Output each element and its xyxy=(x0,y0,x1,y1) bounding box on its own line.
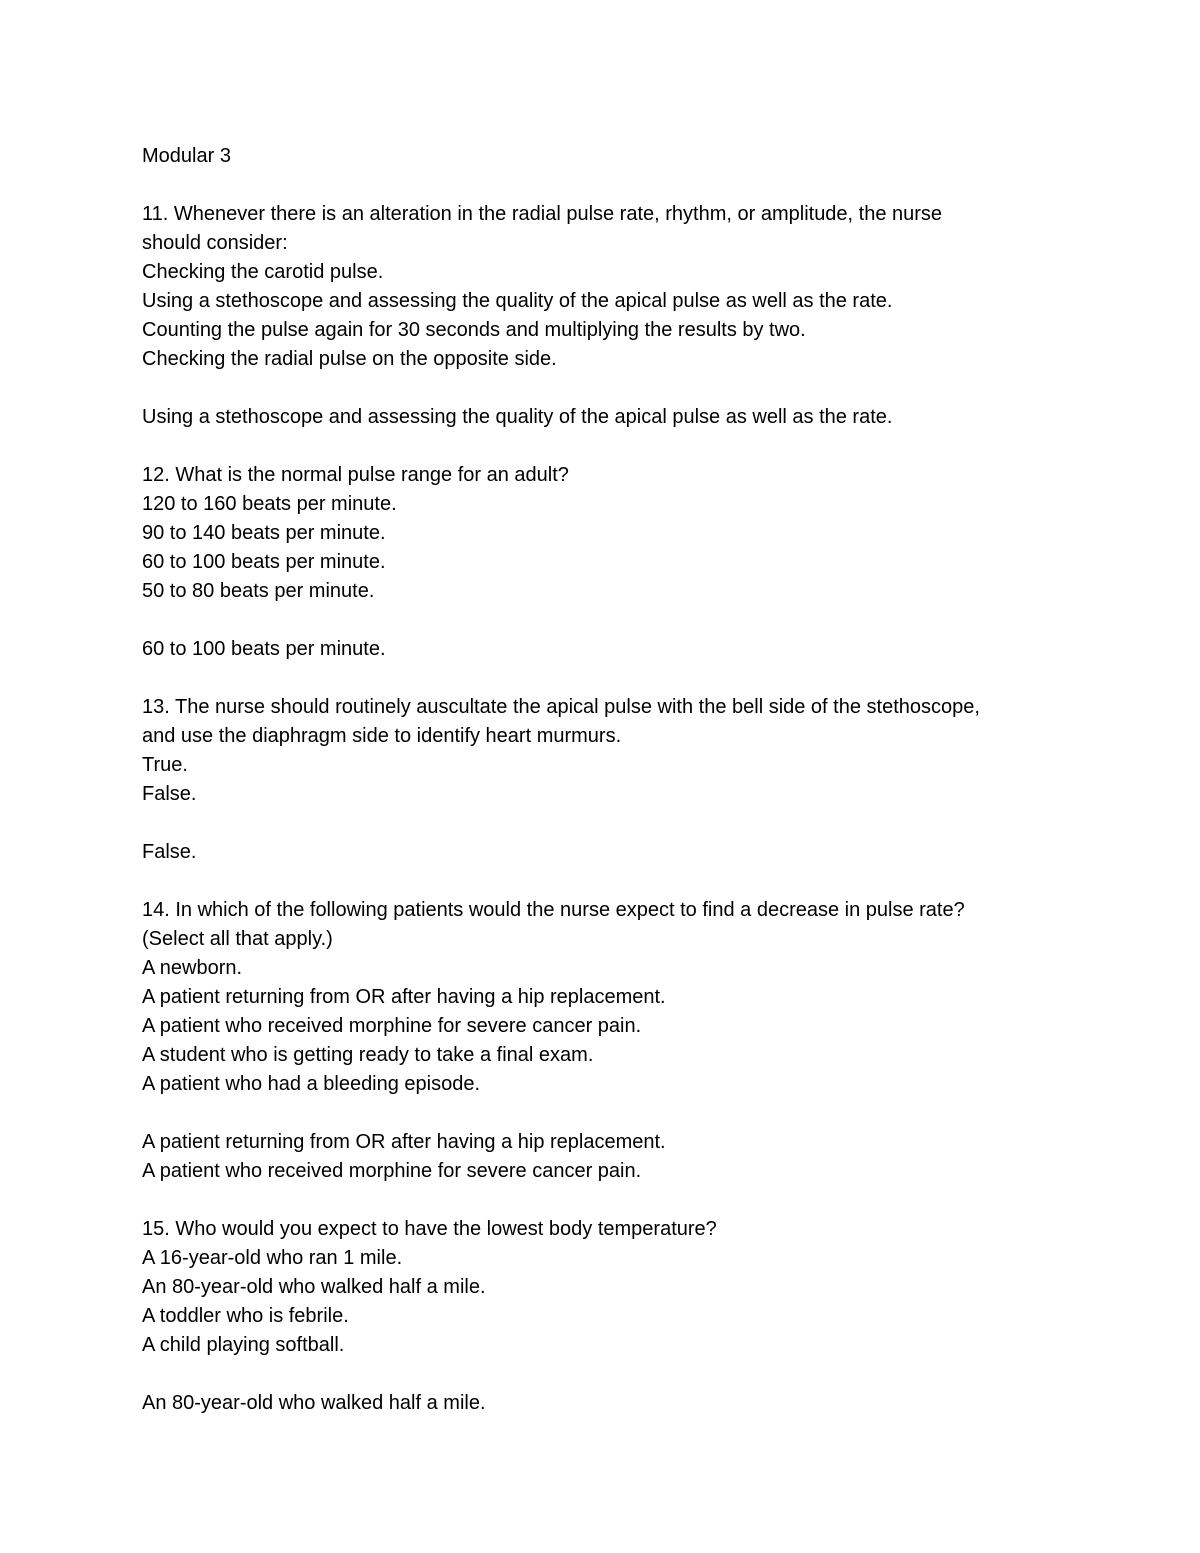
correct-answer: False. xyxy=(142,841,197,863)
document-body xyxy=(142,142,1082,1418)
answer-option: Checking the radial pulse on the opposite side. xyxy=(142,348,557,370)
question-11 xyxy=(142,200,1082,432)
answer-option: A 16-year-old who ran 1 mile. xyxy=(142,1247,403,1269)
correct-answer: 60 to 100 beats per minute. xyxy=(142,638,386,660)
correct-answer: A patient who received morphine for severe cancer pain. xyxy=(142,1160,642,1182)
question-prompt-line: 13. The nurse should routinely auscultate the apical pulse with the bell side of the stethoscope, xyxy=(142,696,980,718)
spacer xyxy=(142,1360,1082,1389)
correct-answer: An 80-year-old who walked half a mile. xyxy=(142,1392,486,1414)
question-prompt-line: and use the diaphragm side to identify heart murmurs. xyxy=(142,725,622,747)
spacer xyxy=(142,1186,1082,1215)
question-15 xyxy=(142,1215,1082,1418)
answer-option: Using a stethoscope and assessing the quality of the apical pulse as well as the rate. xyxy=(142,290,893,312)
answer-option: An 80-year-old who walked half a mile. xyxy=(142,1276,486,1298)
document-title: Modular 3 xyxy=(142,145,231,167)
answer-option: 60 to 100 beats per minute. xyxy=(142,551,386,573)
answer-option: A child playing softball. xyxy=(142,1334,345,1356)
spacer xyxy=(142,171,1082,200)
question-13 xyxy=(142,693,1082,867)
question-prompt-line: 12. What is the normal pulse range for an adult? xyxy=(142,464,569,486)
correct-answer: Using a stethoscope and assessing the quality of the apical pulse as well as the rate. xyxy=(142,406,893,428)
answer-option: A newborn. xyxy=(142,957,243,979)
question-12 xyxy=(142,461,1082,664)
question-prompt-line: (Select all that apply.) xyxy=(142,928,333,950)
spacer xyxy=(142,432,1082,461)
answer-option: True. xyxy=(142,754,188,776)
answer-option: A patient who received morphine for severe cancer pain. xyxy=(142,1015,642,1037)
answer-option: A student who is getting ready to take a final exam. xyxy=(142,1044,594,1066)
answer-option: A patient who had a bleeding episode. xyxy=(142,1073,481,1095)
question-prompt-line: 15. Who would you expect to have the lowest body temperature? xyxy=(142,1218,717,1240)
question-prompt-line: should consider: xyxy=(142,232,288,254)
answer-option: Counting the pulse again for 30 seconds and multiplying the results by two. xyxy=(142,319,806,341)
question-prompt-line: 14. In which of the following patients would the nurse expect to find a decrease in pulse rate? xyxy=(142,899,965,921)
answer-option: A toddler who is febrile. xyxy=(142,1305,349,1327)
question-14 xyxy=(142,896,1082,1186)
spacer xyxy=(142,374,1082,403)
answer-option: 120 to 160 beats per minute. xyxy=(142,493,397,515)
answer-option: 90 to 140 beats per minute. xyxy=(142,522,386,544)
spacer xyxy=(142,1099,1082,1128)
spacer xyxy=(142,606,1082,635)
answer-option: 50 to 80 beats per minute. xyxy=(142,580,375,602)
question-prompt-line: 11. Whenever there is an alteration in the radial pulse rate, rhythm, or amplitude, the nurse xyxy=(142,203,943,225)
spacer xyxy=(142,867,1082,896)
answer-option: Checking the carotid pulse. xyxy=(142,261,384,283)
spacer xyxy=(142,664,1082,693)
correct-answer: A patient returning from OR after having a hip replacement. xyxy=(142,1131,666,1153)
answer-option: False. xyxy=(142,783,197,805)
answer-option: A patient returning from OR after having a hip replacement. xyxy=(142,986,666,1008)
spacer xyxy=(142,809,1082,838)
